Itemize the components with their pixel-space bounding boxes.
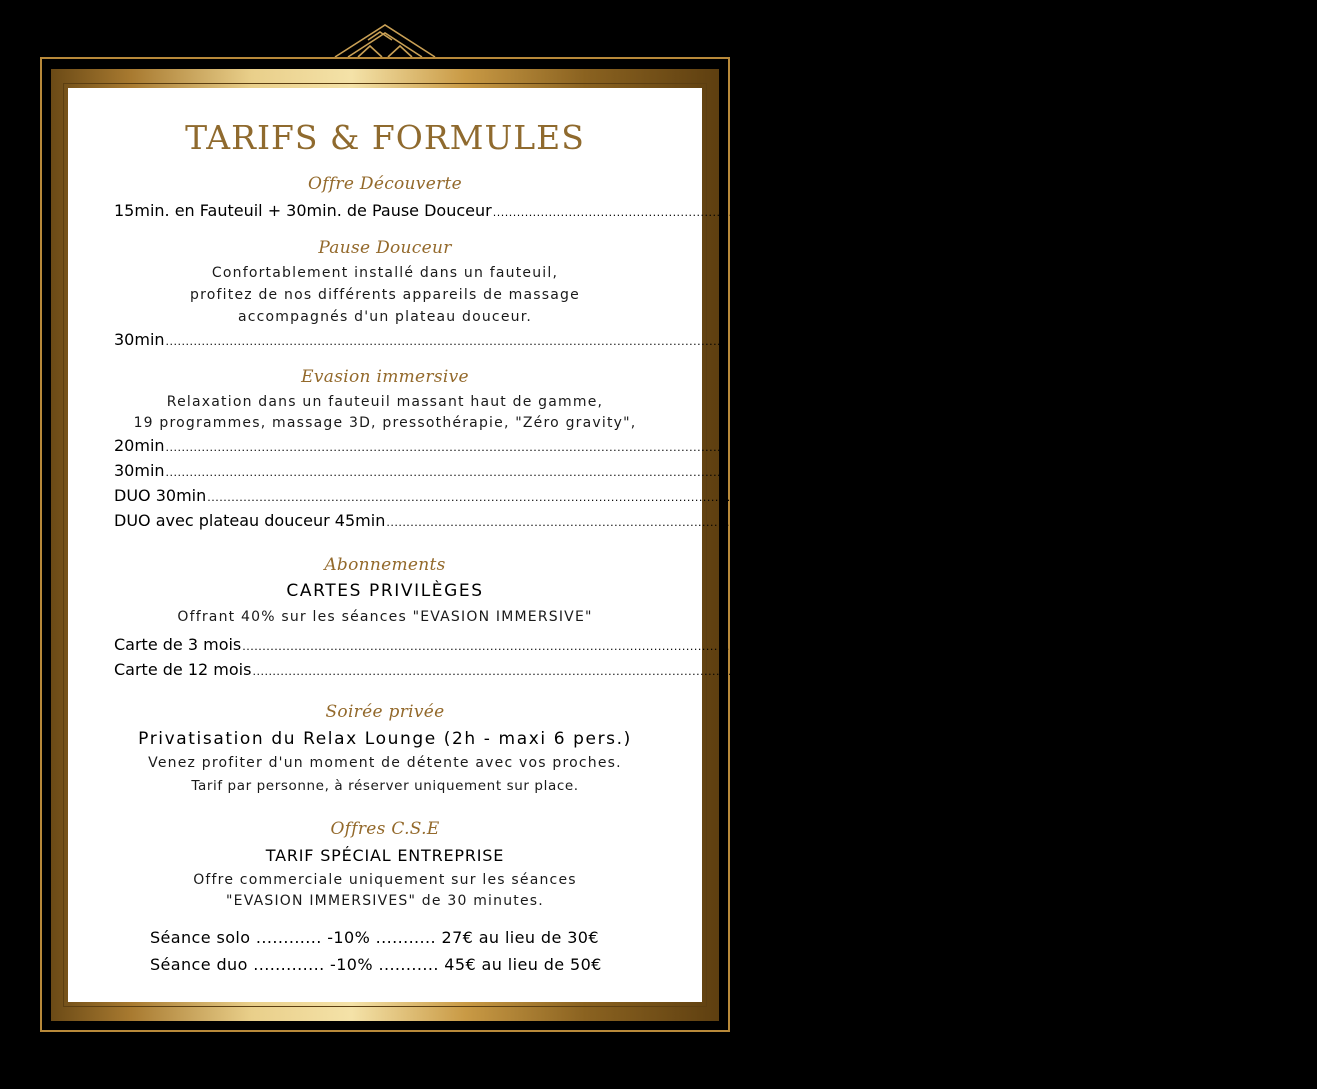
- cse-price-row: Séance solo ............ -10% ........... 27€ au lieu de 30€: [150, 928, 599, 947]
- section-heading-cse: Offres C.S.E: [330, 819, 440, 839]
- section-subtitle: Privatisation du Relax Lounge (2h - maxi 6 pers.): [138, 729, 632, 749]
- dot-leader: ................................................................................................................................................................................................: [207, 491, 975, 504]
- price-row: [114, 660, 1087, 679]
- price-label: DUO 30min: [114, 486, 207, 505]
- dot-leader: ................................................................................................................................................................................................: [165, 335, 933, 348]
- price-label: Carte de 3 mois: [114, 635, 242, 654]
- price-value: 30.00€: [1261, 201, 1317, 220]
- price-label: 30min: [114, 330, 165, 349]
- section-heading-abonnements: Abonnements: [324, 555, 446, 575]
- section-heading-soiree: Soirée privée: [325, 702, 445, 722]
- price-value: 36.00€: [1010, 635, 1067, 654]
- description-line: profitez de nos différents appareils de massage: [190, 287, 580, 303]
- description-line: Offrant 40% sur les séances "EVASION IMMERSIVE": [177, 609, 593, 625]
- dot-leader: ................................................................................................................................................................................................: [252, 665, 1020, 678]
- dot-leader: ................................................................................................................................................................................................: [492, 206, 1261, 219]
- price-value: 120.00€: [1020, 660, 1087, 679]
- cse-price-row: Séance duo ............. -10% ........... 45€ au lieu de 50€: [150, 955, 602, 974]
- price-row: [114, 330, 990, 349]
- section-subtitle: TARIF SPÉCIAL ENTREPRISE: [265, 846, 505, 865]
- price-label: 15min. en Fauteuil + 30min. de Pause Douceur: [114, 201, 492, 220]
- price-label: 30min: [114, 461, 165, 480]
- price-label: DUO avec plateau douceur 45min: [114, 511, 386, 530]
- price-row: [114, 461, 990, 480]
- section-heading-decouverte: Offre Découverte: [308, 174, 462, 194]
- description-line: "EVASION IMMERSIVES" de 30 minutes.: [226, 893, 544, 909]
- price-label: 20min: [114, 436, 165, 455]
- price-value: 65.00€: [1154, 511, 1211, 530]
- price-value: 30.00€: [933, 461, 990, 480]
- description-line: Offre commerciale uniquement sur les séances: [193, 872, 577, 888]
- description-line: Tarif par personne, à réserver uniquement sur place.: [191, 778, 579, 794]
- dot-leader: ................................................................................................................................................................................................: [165, 466, 933, 479]
- section-heading-pause: Pause Douceur: [318, 238, 452, 258]
- description-line: 19 programmes, massage 3D, pressothérapie, "Zéro gravity",: [133, 415, 637, 431]
- price-value: 20.00€: [933, 436, 990, 455]
- dot-leader: ................................................................................................................................................................................................: [165, 441, 933, 454]
- price-row: [114, 201, 1317, 220]
- dot-leader: ................................................................................................................................................................................................: [386, 516, 1154, 529]
- page-title: TARIFS & FORMULES: [185, 118, 585, 157]
- price-row: [114, 486, 1032, 505]
- section-subtitle: CARTES PRIVILÈGES: [286, 581, 484, 601]
- description-line: accompagnés d'un plateau douceur.: [237, 309, 533, 325]
- price-value: 50.00€: [975, 486, 1032, 505]
- price-row: [114, 436, 990, 455]
- description-line: Relaxation dans un fauteuil massant haut de gamme,: [166, 394, 604, 410]
- dot-leader: ................................................................................................................................................................................................: [242, 640, 1010, 653]
- price-row: [114, 511, 1211, 530]
- price-value: 15.00€: [933, 330, 990, 349]
- price-row: [114, 635, 1067, 654]
- price-label: Carte de 12 mois: [114, 660, 252, 679]
- section-heading-evasion: Evasion immersive: [301, 367, 469, 387]
- description-line: Confortablement installé dans un fauteuil,: [211, 265, 559, 281]
- menu-card: [68, 88, 1317, 1002]
- description-line: Venez profiter d'un moment de détente avec vos proches.: [148, 755, 622, 771]
